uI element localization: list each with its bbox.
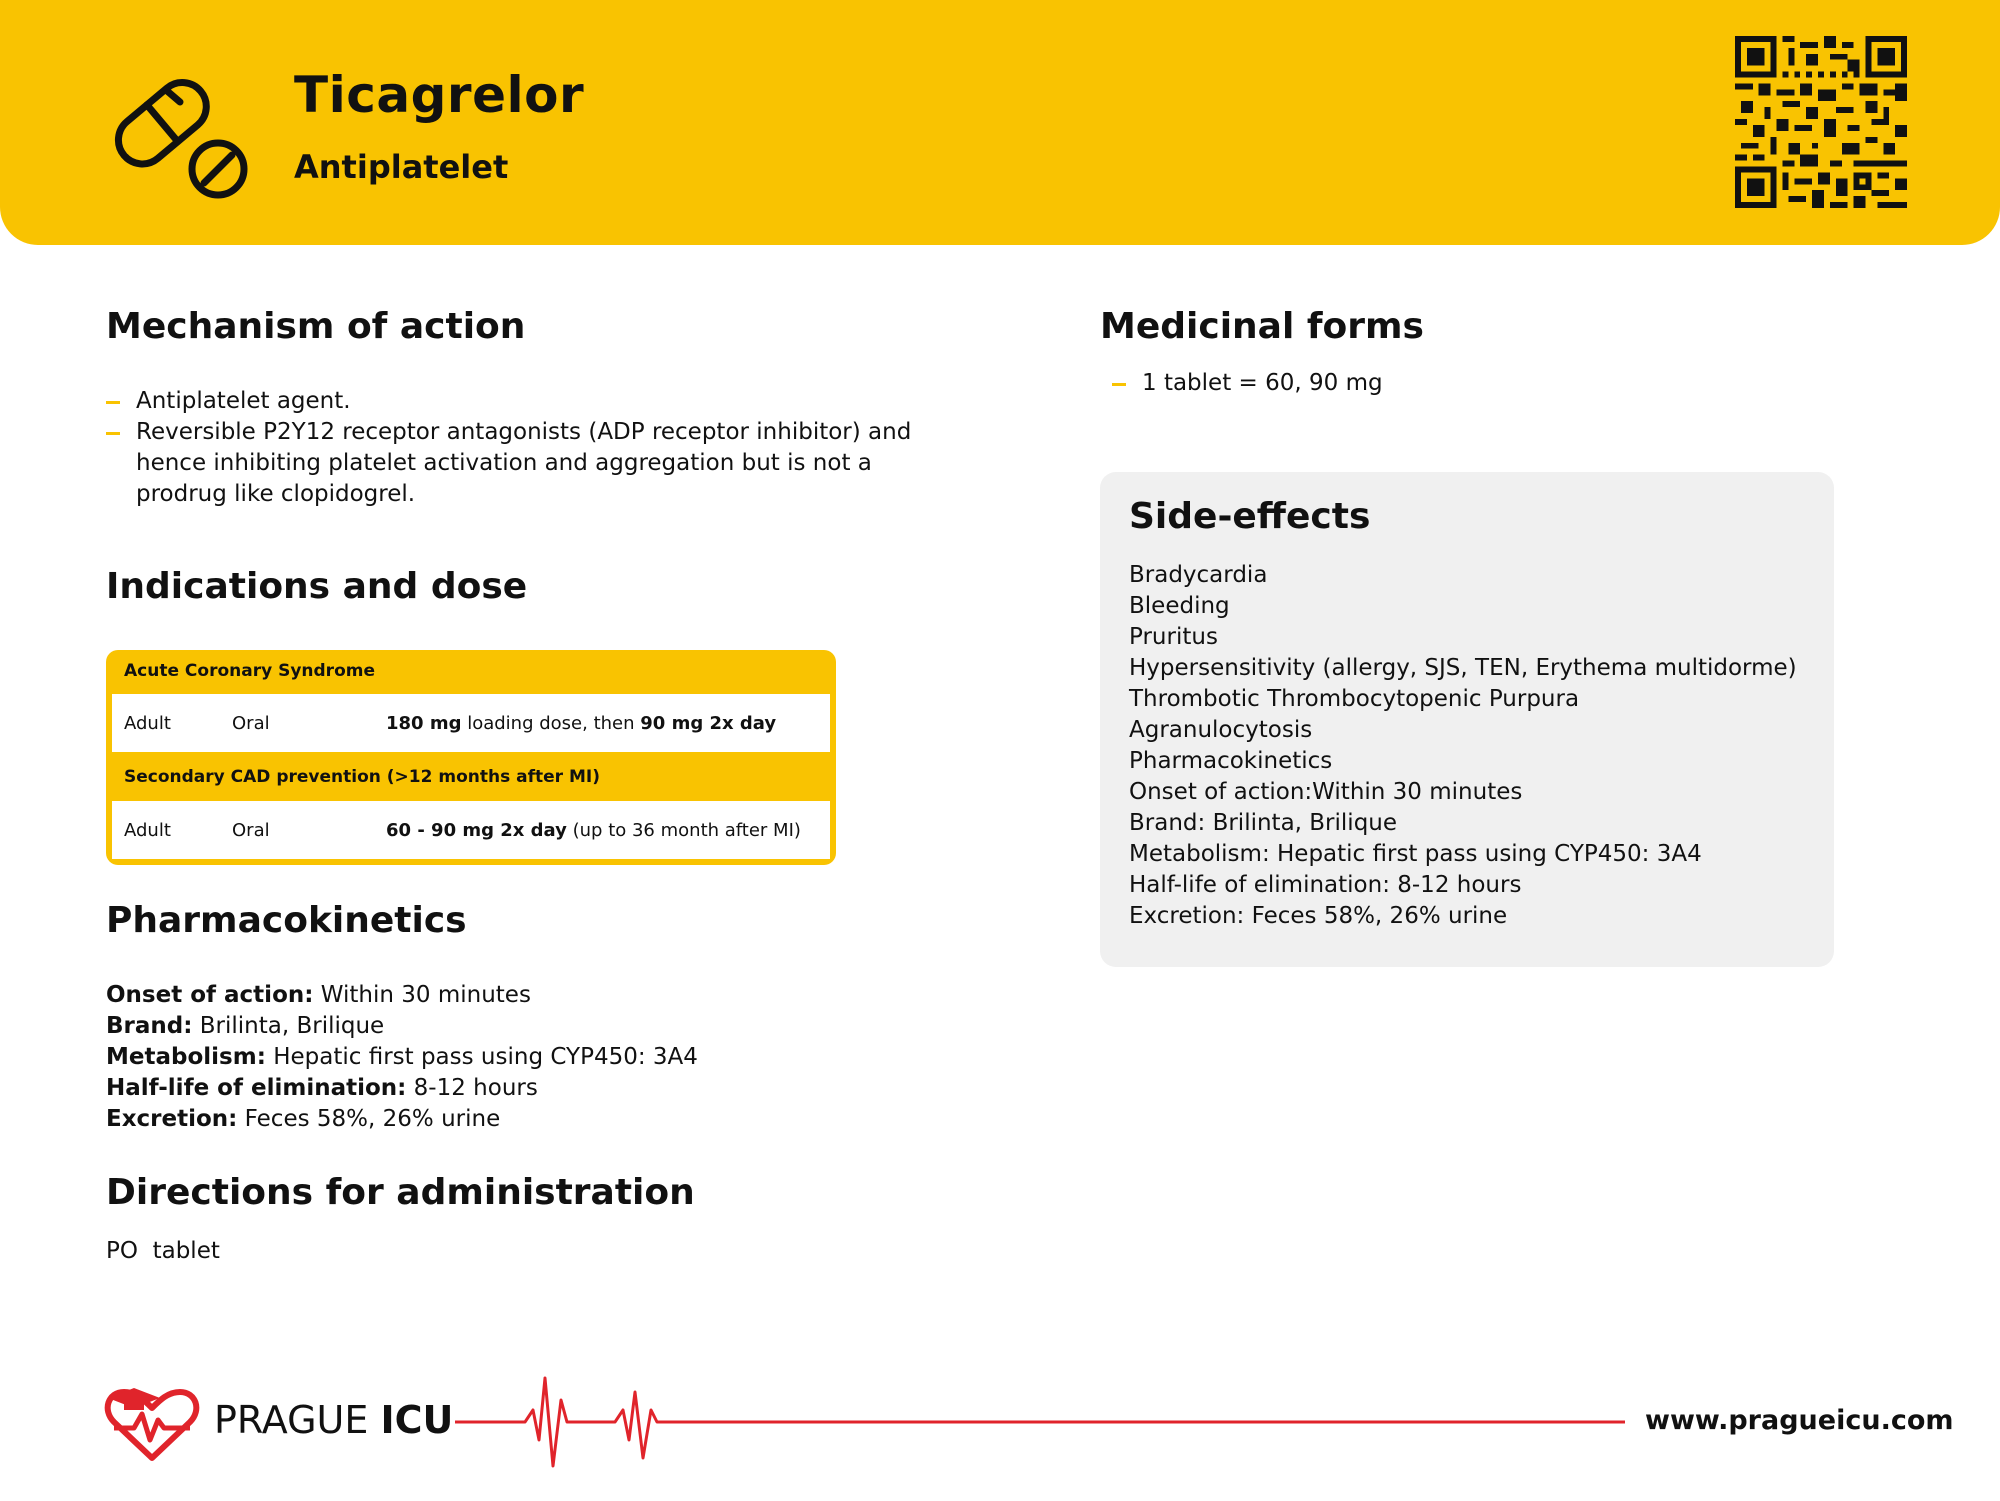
- list-item: Bleeding: [1129, 593, 1230, 619]
- list-item: Half-life of elimination: 8-12 hours: [106, 1075, 538, 1101]
- list-item: Onset of action:Within 30 minutes: [1129, 779, 1523, 805]
- qr-code-icon[interactable]: [1735, 36, 1907, 208]
- mechanism-title: Mechanism of action: [106, 306, 526, 347]
- drug-name: Ticagrelor: [294, 66, 585, 124]
- ecg-line-icon: [455, 1370, 1625, 1470]
- indication-heading: Acute Coronary Syndrome: [124, 661, 375, 681]
- administration-text: PO tablet: [106, 1238, 220, 1264]
- list-item: Brand: Brilinta, Brilique: [1129, 810, 1398, 836]
- dose-row: Adult Oral 60 - 90 mg 2x day (up to 36 month after MI): [112, 801, 830, 859]
- list-item: Onset of action: Within 30 minutes: [106, 982, 531, 1008]
- list-item: Excretion: Feces 58%, 26% urine: [1129, 903, 1508, 929]
- header-banner: [0, 0, 2000, 245]
- pharmacokinetics-title: Pharmacokinetics: [106, 900, 467, 941]
- pharmacokinetics-list: [106, 980, 906, 1135]
- website-link[interactable]: www.pragueicu.com: [1645, 1405, 1954, 1436]
- list-item: 1 tablet = 60, 90 mg: [1112, 368, 1812, 399]
- list-item: Agranulocytosis: [1129, 717, 1313, 743]
- list-item: Excretion: Feces 58%, 26% urine: [106, 1106, 501, 1132]
- side-effects-list: [1129, 560, 1819, 932]
- pill-icon: [108, 64, 248, 204]
- medicinal-forms-list: [1112, 368, 1812, 399]
- list-item: Hypersensitivity (allergy, SJS, TEN, Erythema multidorme): [1129, 655, 1797, 681]
- dose-row: Adult Oral 180 mg loading dose, then 90 mg 2x day: [112, 694, 830, 752]
- list-item: Reversible P2Y12 receptor antagonists (ADP receptor inhibitor) and hence inhibiting platelet activation and aggregation but is not a prodrug like clopidogrel.: [106, 417, 956, 510]
- heart-ecg-logo-icon: [104, 1384, 200, 1464]
- list-item: Pruritus: [1129, 624, 1218, 650]
- dose-table: [106, 650, 836, 865]
- indications-title: Indications and dose: [106, 566, 528, 607]
- mechanism-list: [106, 386, 956, 510]
- medicinal-forms-title: Medicinal forms: [1100, 306, 1424, 347]
- list-item: Brand: Brilinta, Brilique: [106, 1013, 385, 1039]
- list-item: Metabolism: Hepatic first pass using CYP450: 3A4: [106, 1044, 698, 1070]
- indication-heading: Secondary CAD prevention (>12 months after MI): [124, 767, 600, 787]
- list-item: Pharmacokinetics: [1129, 748, 1333, 774]
- brand-name: PRAGUE ICU: [214, 1398, 454, 1442]
- list-item: Half-life of elimination: 8-12 hours: [1129, 872, 1522, 898]
- list-item: Antiplatelet agent.: [106, 386, 956, 417]
- administration-title: Directions for administration: [106, 1172, 695, 1213]
- list-item: Bradycardia: [1129, 562, 1268, 588]
- side-effects-box: [1100, 472, 1834, 967]
- drug-class: Antiplatelet: [294, 148, 509, 186]
- list-item: Thrombotic Thrombocytopenic Purpura: [1129, 686, 1580, 712]
- list-item: Metabolism: Hepatic first pass using CYP450: 3A4: [1129, 841, 1702, 867]
- side-effects-title: Side-effects: [1129, 496, 1371, 537]
